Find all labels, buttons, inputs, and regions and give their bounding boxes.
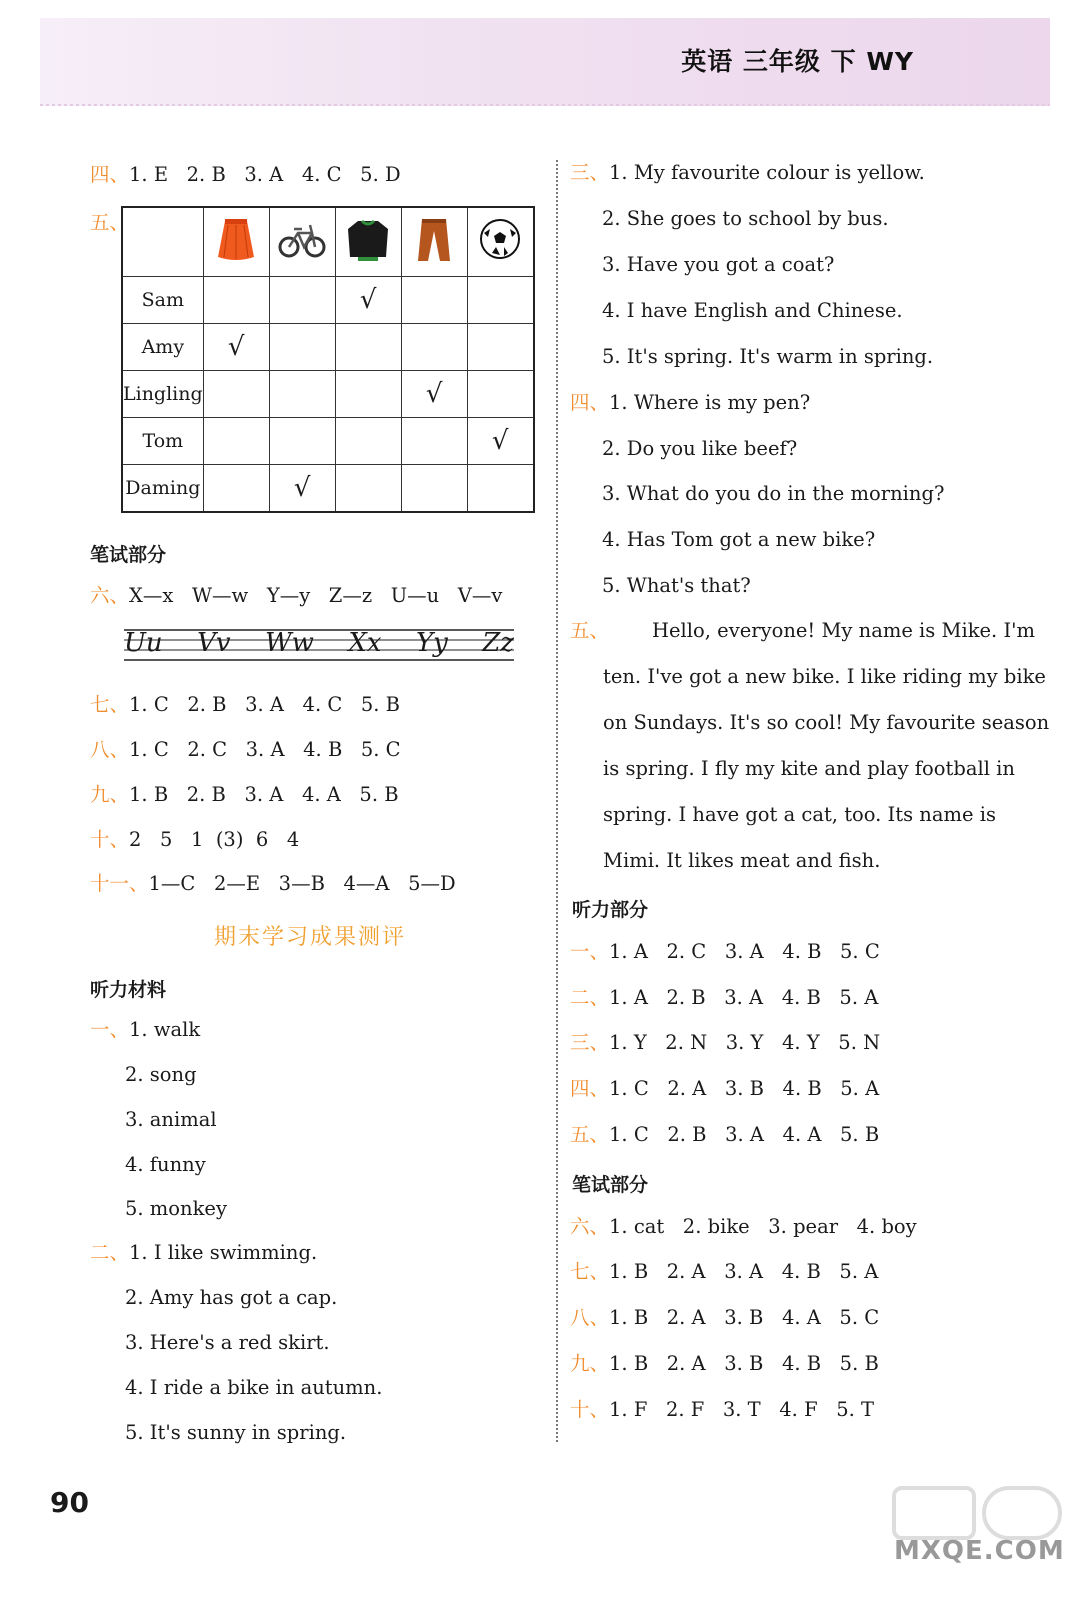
list-item: 2. Amy has got a cap. [125,1286,338,1309]
list-item: 2. song [125,1063,197,1086]
table-row [122,465,534,513]
check-cell [335,371,401,418]
page-number: 90 [50,1486,89,1519]
check-cell [401,277,467,324]
check-cell [269,418,335,465]
answer-row-4 [90,163,401,187]
handwriting-letter: Vv [197,628,231,658]
listening-material-heading: 听力材料 [90,979,167,1001]
list-item: 四、1. Where is my pen? [570,391,811,414]
table-corner [122,207,203,277]
answer-row: 七、1. B 2. A 3. A 4. B 5. A [570,1260,879,1283]
list-item: 一、1. walk [90,1018,201,1041]
question-number-5: 五、 [90,211,130,234]
passage-line: spring. I have got a cat, too. Its name is [603,803,996,826]
answer-row: 一、1. A 2. C 3. A 4. B 5. C [570,940,880,963]
check-cell [269,324,335,371]
passage-line: Mimi. It likes meat and fish. [603,849,881,872]
check-cell [467,324,534,371]
answer-row: 三、1. Y 2. N 3. Y 4. Y 5. N [570,1031,881,1054]
list-item: 3. Have you got a coat? [602,253,835,276]
check-cell: √ [467,418,534,465]
written-section-heading-right: 笔试部分 [572,1174,649,1196]
clothing-table [121,206,535,513]
check-cell [335,324,401,371]
skirt-icon [203,207,269,277]
check-cell [269,371,335,418]
table-row [122,418,534,465]
check-cell [401,324,467,371]
check-cell [203,465,269,513]
listening-section-heading: 听力部分 [572,899,649,921]
check-cell [401,465,467,513]
table-row [122,371,534,418]
bike-icon [269,207,335,277]
list-item: 2. She goes to school by bus. [602,207,889,230]
answer-row: 二、1. A 2. B 3. A 4. B 5. A [570,986,879,1009]
check-cell [269,277,335,324]
list-item: 5. It's spring. It's warm in spring. [602,345,934,368]
answer-row: 六、1. cat 2. bike 3. pear 4. boy [570,1215,917,1238]
answer-row-10: 十、2 5 1 (3) 6 4 [90,828,300,851]
trousers-icon [401,207,467,277]
passage-line: on Sundays. It's so cool! My favourite season [603,711,1050,734]
row-name: Amy [122,324,203,371]
list-item: 4. funny [125,1153,206,1176]
check-cell [467,465,534,513]
list-item: 3. Here's a red skirt. [125,1331,330,1354]
check-cell: √ [203,324,269,371]
written-section-heading: 笔试部分 [90,544,167,566]
list-item: 4. I have English and Chinese. [602,299,903,322]
handwriting-letter: Ww [264,628,314,658]
answer-row: 五、1. C 2. B 3. A 4. A 5. B [570,1123,880,1146]
sweater-icon [335,207,401,277]
list-item: 3. animal [125,1108,217,1131]
watermark-text: MXQE.COM [894,1536,1065,1566]
check-cell: √ [269,465,335,513]
row-name: Tom [122,418,203,465]
table-row [122,324,534,371]
question-number: 四、 [90,163,130,186]
answer-row: 九、1. B 2. A 3. B 4. B 5. B [570,1352,879,1375]
list-item: 5. It's sunny in spring. [125,1421,347,1444]
passage-line: ten. I've got a new bike. I like riding my bike [603,665,1046,688]
answer-row: 十、1. F 2. F 3. T 4. F 5. T [570,1398,875,1421]
list-item: 三、1. My favourite colour is yellow. [570,161,925,184]
answer-row-8: 八、1. C 2. C 3. A 4. B 5. C [90,738,401,761]
question-number-5-right: 五、 [570,619,610,642]
handwriting-letter: Zz [482,628,514,658]
passage-line: is spring. I fly my kite and play football in [603,757,1015,780]
list-item: 二、1. I like swimming. [90,1241,318,1264]
check-cell [203,418,269,465]
answer-row-9: 九、1. B 2. B 3. A 4. A 5. B [90,783,399,806]
check-cell [467,371,534,418]
answer-row-11: 十一、1—C 2—E 3—B 4—A 5—D [90,872,456,895]
row-name: Sam [122,277,203,324]
check-cell [203,371,269,418]
list-item: 5. What's that? [602,574,751,597]
column-divider [556,160,558,1442]
watermark-logo-icon [888,1480,1068,1590]
check-cell [401,418,467,465]
final-test-title: 期末学习成果测评 [214,925,407,950]
handwriting-letter: Yy [415,628,448,658]
answer-row: 八、1. B 2. A 3. B 4. A 5. C [570,1306,880,1329]
check-cell [335,465,401,513]
check-cell: √ [401,371,467,418]
football-icon [467,207,534,277]
check-cell [203,277,269,324]
row-name: Daming [122,465,203,513]
check-cell [467,277,534,324]
check-cell [335,418,401,465]
answer-row: 四、1. C 2. A 3. B 4. B 5. A [570,1077,880,1100]
handwriting-letter: Uu [124,628,163,658]
page-header-title: 英语 三年级 下 WY [681,47,914,76]
answer-row-7: 七、1. C 2. B 3. A 4. C 5. B [90,693,400,716]
passage-line: Hello, everyone! My name is Mike. I'm [652,619,1036,642]
handwriting-letter: Xx [348,628,382,658]
row-name: Lingling [122,371,203,418]
list-item: 3. What do you do in the morning? [602,482,945,505]
check-cell: √ [335,277,401,324]
table-row [122,277,534,324]
list-item: 2. Do you like beef? [602,437,798,460]
list-item: 5. monkey [125,1197,227,1220]
answer-row-6: 六、X—x W—w Y—y Z—z U—u V—v [90,584,503,607]
list-item: 4. I ride a bike in autumn. [125,1376,383,1399]
answer-text: 1. E 2. B 3. A 4. C 5. D [129,163,401,186]
list-item: 4. Has Tom got a new bike? [602,528,876,551]
handwriting-lines [124,624,514,664]
